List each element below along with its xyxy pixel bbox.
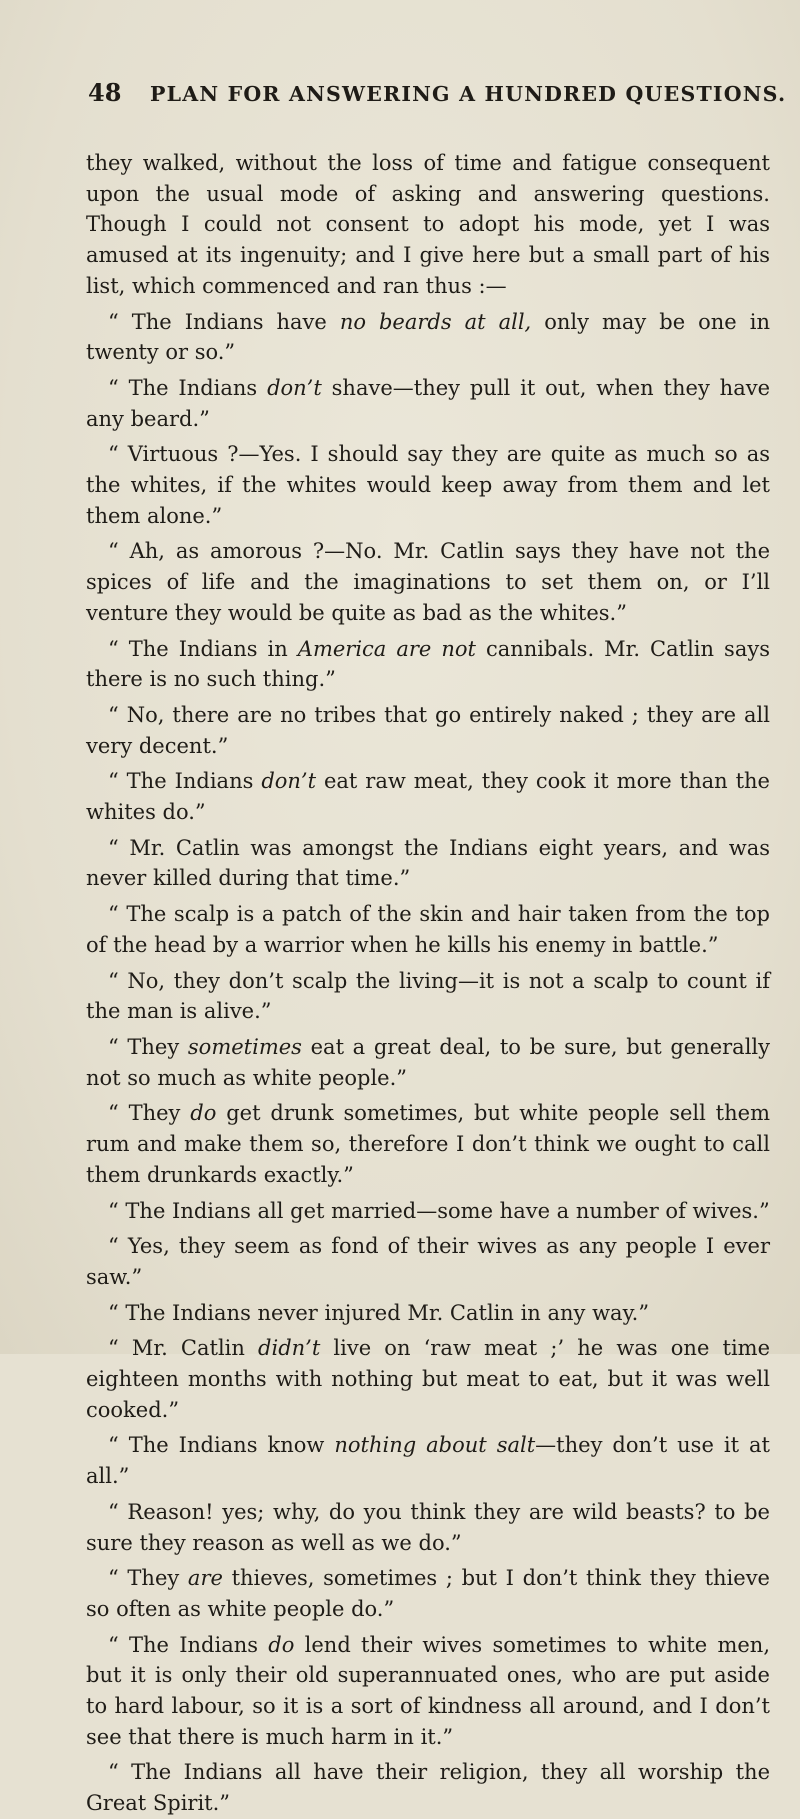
answer-emphasis: don’t [267,375,322,400]
answer-text: “ No, there are no tribes that go entirely naked ; they are all very decent.” [86,702,770,758]
answer-text: “ The Indians in [108,636,298,661]
answer-paragraph [86,700,770,761]
answer-paragraph [86,1196,770,1227]
answer-text: “ The Indians [108,769,262,794]
answer-paragraph [86,899,770,960]
answer-paragraph [86,833,770,894]
answer-emphasis: sometimes [187,1034,302,1059]
answer-text: shave—they pull it out, when they have any beard.” [86,375,770,431]
answer-text: “ No, they don’t scalp the living—it is not a scalp to count if the man is alive.” [86,968,770,1024]
answer-emphasis: America are not [297,636,476,661]
answer-emphasis: don’t [261,769,317,794]
answer-text: “ The Indians [108,375,268,400]
answer-text: live on ‘raw meat ;’ he was one time eighteen months with nothing but meat to eat, but it was well cooked.” [86,1336,771,1422]
answer-paragraph [86,1430,770,1491]
answer-text: “ They [108,1034,188,1059]
answer-paragraph [86,766,770,827]
answer-text: “ The Indians never injured Mr. Catlin in any way.” [108,1300,650,1325]
answer-paragraph [86,1098,770,1190]
answer-text: “ Mr. Catlin [108,1336,259,1361]
body-text [86,148,770,1819]
answer-emphasis: are [187,1566,223,1591]
answer-text: “ Ah, as amorous ?—No. Mr. Catlin says they have not the spices of life and the imaginations to set them on, or I’ll venture they would be quite as bad as the whites.” [86,539,770,625]
answer-text: get drunk sometimes, but white people sell them rum and make them so, therefore I don’t think we ought to call them drunkards exactly.” [86,1101,770,1187]
answer-paragraph [86,1630,770,1753]
answer-paragraph [86,536,770,628]
answer-text: “ They [108,1101,191,1126]
answer-text: —they don’t use it at all.” [86,1433,770,1489]
answer-text: “ Mr. Catlin was amongst the Indians eight years, and was never killed during that time.” [86,835,770,891]
intro-paragraph: they walked, without the loss of time and fatigue consequent upon the usual mode of asking and answering questions. Though I could not consent to adopt his mode, yet I was amused at its ingenuity; and I give here but a small part of his list, which commenced and ran thus :— [86,151,770,298]
answer-paragraph [86,1231,770,1292]
answer-text: “ The Indians all get married—some have a number of wives.” [108,1198,770,1223]
answer-paragraph [86,439,770,531]
answer-text: “ Reason! yes; why, do you think they are wild beasts? to be sure they reason as well as we do.” [86,1499,770,1555]
answer-text: “ The Indians have [108,309,340,334]
answer-text: only may be one in twenty or so.” [86,309,770,365]
answer-paragraph [86,1497,770,1558]
answer-paragraph [86,634,770,695]
answer-text: cannibals. Mr. Catlin says there is no such thing.” [86,636,770,692]
answer-text: eat a great deal, to be sure, but generally not so much as white people.” [86,1034,770,1090]
answer-text: “ The Indians know [108,1433,335,1458]
answer-text: “ The Indians all have their religion, they all worship the Great Spirit.” [86,1760,770,1816]
answer-text: “ They [108,1566,188,1591]
answer-paragraph [86,966,770,1027]
answer-text: “ The scalp is a patch of the skin and hair taken from the top of the head by a warrior when he kills his enemy in battle.” [86,902,770,957]
page-number: 48 [88,78,122,107]
question-answer-list [86,307,770,1819]
answer-emphasis: nothing about salt [334,1433,536,1458]
answer-paragraph [86,1563,770,1624]
answer-emphasis: didn’t [258,1336,321,1361]
answer-paragraph [86,1333,770,1425]
answer-text: “ Yes, they seem as fond of their wives as any people I ever saw.” [86,1234,770,1289]
answer-text: lend their wives sometimes to white men, but it is only their old superannuated ones, who are put aside to hard labour, so it is a sort of kindness all around, and I don’t see that there is much harm in it.” [86,1632,770,1749]
answer-text: “ Virtuous ?—Yes. I should say they are quite as much so as the whites, if the whites would keep away from them and let them alone.” [86,442,770,528]
answer-text: eat raw meat, they cook it more than the whites do.” [86,769,770,825]
answer-paragraph [86,1298,770,1329]
answer-text: thieves, sometimes ; but I don’t think they thieve so often as white people do.” [86,1566,770,1621]
answer-paragraph [86,373,770,434]
answer-emphasis: do [190,1101,217,1126]
answer-paragraph [86,1757,770,1818]
answer-emphasis: do [268,1632,295,1657]
answer-text: “ The Indians [108,1632,269,1657]
running-header [88,78,787,107]
running-title: PLAN FOR ANSWERING A HUNDRED QUESTIONS. [150,82,787,106]
answer-paragraph [86,1032,770,1093]
answer-emphasis: no beards at all, [339,309,532,334]
answer-paragraph [86,307,770,368]
